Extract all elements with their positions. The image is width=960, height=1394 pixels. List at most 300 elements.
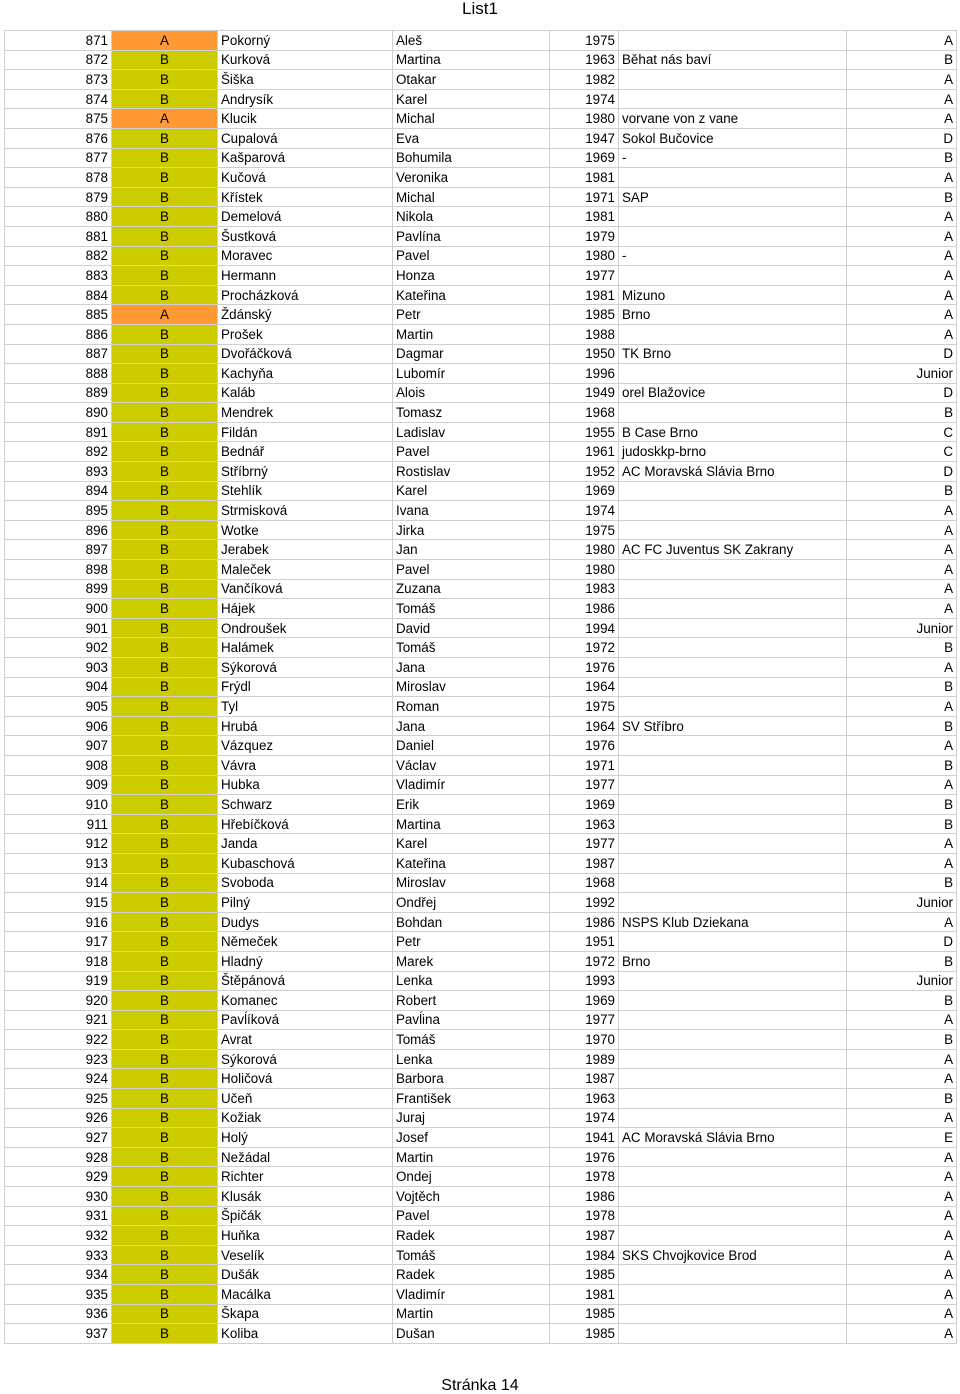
class-cell: A: [847, 658, 957, 678]
category-cell: A: [112, 31, 218, 51]
class-cell: B: [847, 795, 957, 815]
first-name-cell: Juraj: [393, 1108, 550, 1128]
surname-cell: Veselík: [218, 1245, 393, 1265]
table-row: [5, 1265, 957, 1285]
category-cell: B: [112, 716, 218, 736]
birth-year-cell: 1955: [550, 422, 619, 442]
surname-cell: Holý: [218, 1128, 393, 1148]
birth-year-cell: 1971: [550, 755, 619, 775]
table-row: [5, 324, 957, 344]
club-cell: [619, 168, 847, 188]
surname-cell: Pilný: [218, 893, 393, 913]
category-cell: A: [112, 109, 218, 129]
category-cell: B: [112, 1049, 218, 1069]
surname-cell: Kurková: [218, 50, 393, 70]
category-cell: B: [112, 266, 218, 286]
table-row: [5, 736, 957, 756]
first-name-cell: Radek: [393, 1265, 550, 1285]
club-cell: [619, 755, 847, 775]
category-cell: B: [112, 285, 218, 305]
start-number-cell: 877: [5, 148, 112, 168]
category-cell: B: [112, 1010, 218, 1030]
birth-year-cell: 1975: [550, 31, 619, 51]
club-cell: [619, 971, 847, 991]
table-row: [5, 344, 957, 364]
category-cell: B: [112, 638, 218, 658]
category-cell: B: [112, 1167, 218, 1187]
start-number-cell: 881: [5, 226, 112, 246]
club-cell: [619, 795, 847, 815]
start-number-cell: 932: [5, 1226, 112, 1246]
birth-year-cell: 1987: [550, 1069, 619, 1089]
category-cell: B: [112, 834, 218, 854]
start-number-cell: 937: [5, 1324, 112, 1344]
start-number-cell: 911: [5, 814, 112, 834]
category-cell: B: [112, 1226, 218, 1246]
category-cell: B: [112, 579, 218, 599]
category-cell: B: [112, 1108, 218, 1128]
first-name-cell: Zuzana: [393, 579, 550, 599]
club-cell: [619, 403, 847, 423]
surname-cell: Maleček: [218, 560, 393, 580]
table-row: [5, 246, 957, 266]
table-row: [5, 932, 957, 952]
surname-cell: Svoboda: [218, 873, 393, 893]
class-cell: B: [847, 951, 957, 971]
start-number-cell: 894: [5, 481, 112, 501]
first-name-cell: Tomáš: [393, 1245, 550, 1265]
start-number-cell: 895: [5, 501, 112, 521]
first-name-cell: Václav: [393, 755, 550, 775]
surname-cell: Fildán: [218, 422, 393, 442]
birth-year-cell: 1947: [550, 128, 619, 148]
table-row: [5, 364, 957, 384]
club-cell: NSPS Klub Dziekana: [619, 912, 847, 932]
club-cell: SV Stříbro: [619, 716, 847, 736]
first-name-cell: Tomáš: [393, 638, 550, 658]
start-number-cell: 912: [5, 834, 112, 854]
class-cell: Junior: [847, 971, 957, 991]
category-cell: B: [112, 148, 218, 168]
first-name-cell: Pavlína: [393, 226, 550, 246]
first-name-cell: Miroslav: [393, 677, 550, 697]
table-row: [5, 814, 957, 834]
category-cell: B: [112, 873, 218, 893]
birth-year-cell: 1969: [550, 795, 619, 815]
first-name-cell: Radek: [393, 1226, 550, 1246]
category-cell: B: [112, 1324, 218, 1344]
table-row: [5, 1010, 957, 1030]
start-number-cell: 893: [5, 462, 112, 482]
first-name-cell: Vladimír: [393, 775, 550, 795]
class-cell: A: [847, 31, 957, 51]
birth-year-cell: 1988: [550, 324, 619, 344]
surname-cell: Holičová: [218, 1069, 393, 1089]
class-cell: A: [847, 1049, 957, 1069]
first-name-cell: Jana: [393, 658, 550, 678]
category-cell: B: [112, 1265, 218, 1285]
birth-year-cell: 1969: [550, 991, 619, 1011]
table-row: [5, 207, 957, 227]
surname-cell: Učeň: [218, 1089, 393, 1109]
start-number-cell: 905: [5, 697, 112, 717]
class-cell: B: [847, 1030, 957, 1050]
class-cell: D: [847, 383, 957, 403]
club-cell: [619, 1206, 847, 1226]
birth-year-cell: 1972: [550, 951, 619, 971]
table-row: [5, 501, 957, 521]
birth-year-cell: 1986: [550, 912, 619, 932]
surname-cell: Stříbrný: [218, 462, 393, 482]
table-row: [5, 618, 957, 638]
birth-year-cell: 1980: [550, 560, 619, 580]
first-name-cell: David: [393, 618, 550, 638]
table-row: [5, 775, 957, 795]
birth-year-cell: 1996: [550, 364, 619, 384]
first-name-cell: Miroslav: [393, 873, 550, 893]
birth-year-cell: 1980: [550, 540, 619, 560]
first-name-cell: Aleš: [393, 31, 550, 51]
class-cell: E: [847, 1128, 957, 1148]
table-row: [5, 658, 957, 678]
first-name-cell: Kateřina: [393, 285, 550, 305]
surname-cell: Cupalová: [218, 128, 393, 148]
surname-cell: Vávra: [218, 755, 393, 775]
club-cell: Běhat nás baví: [619, 50, 847, 70]
club-cell: [619, 31, 847, 51]
class-cell: A: [847, 501, 957, 521]
category-cell: B: [112, 226, 218, 246]
class-cell: A: [847, 1187, 957, 1207]
birth-year-cell: 1974: [550, 1108, 619, 1128]
table-row: [5, 697, 957, 717]
first-name-cell: Vladimír: [393, 1285, 550, 1305]
class-cell: Junior: [847, 893, 957, 913]
category-cell: B: [112, 951, 218, 971]
class-cell: Junior: [847, 618, 957, 638]
start-number-cell: 930: [5, 1187, 112, 1207]
start-number-cell: 902: [5, 638, 112, 658]
surname-cell: Frýdl: [218, 677, 393, 697]
table-row: [5, 873, 957, 893]
table-row: [5, 168, 957, 188]
table-row: [5, 755, 957, 775]
first-name-cell: Dušan: [393, 1324, 550, 1344]
class-cell: A: [847, 324, 957, 344]
club-cell: [619, 1187, 847, 1207]
start-number-cell: 883: [5, 266, 112, 286]
club-cell: [619, 638, 847, 658]
table-row: [5, 893, 957, 913]
first-name-cell: Roman: [393, 697, 550, 717]
birth-year-cell: 1970: [550, 1030, 619, 1050]
club-cell: [619, 1049, 847, 1069]
category-cell: B: [112, 187, 218, 207]
first-name-cell: Karel: [393, 834, 550, 854]
table-row: [5, 795, 957, 815]
category-cell: B: [112, 1128, 218, 1148]
birth-year-cell: 1971: [550, 187, 619, 207]
birth-year-cell: 1984: [550, 1245, 619, 1265]
class-cell: A: [847, 775, 957, 795]
club-cell: [619, 991, 847, 1011]
club-cell: [619, 70, 847, 90]
first-name-cell: Ivana: [393, 501, 550, 521]
surname-cell: Tyl: [218, 697, 393, 717]
class-cell: C: [847, 442, 957, 462]
birth-year-cell: 1977: [550, 1010, 619, 1030]
club-cell: [619, 599, 847, 619]
birth-year-cell: 1949: [550, 383, 619, 403]
class-cell: A: [847, 1167, 957, 1187]
birth-year-cell: 1985: [550, 1324, 619, 1344]
start-number-cell: 916: [5, 912, 112, 932]
birth-year-cell: 1978: [550, 1167, 619, 1187]
category-cell: B: [112, 893, 218, 913]
birth-year-cell: 1969: [550, 148, 619, 168]
first-name-cell: Petr: [393, 305, 550, 325]
table-row: [5, 1089, 957, 1109]
table-row: [5, 1324, 957, 1344]
surname-cell: Klucik: [218, 109, 393, 129]
category-cell: B: [112, 1187, 218, 1207]
table-row: [5, 1167, 957, 1187]
first-name-cell: Petr: [393, 932, 550, 952]
club-cell: AC FC Juventus SK Zakrany: [619, 540, 847, 560]
first-name-cell: Ondej: [393, 1167, 550, 1187]
first-name-cell: Lenka: [393, 971, 550, 991]
first-name-cell: Ondřej: [393, 893, 550, 913]
table-row: [5, 1128, 957, 1148]
first-name-cell: Pavel: [393, 560, 550, 580]
start-number-cell: 885: [5, 305, 112, 325]
surname-cell: Halámek: [218, 638, 393, 658]
first-name-cell: Tomáš: [393, 1030, 550, 1050]
table-row: [5, 579, 957, 599]
category-cell: B: [112, 991, 218, 1011]
club-cell: TK Brno: [619, 344, 847, 364]
category-cell: B: [112, 1089, 218, 1109]
start-number-cell: 876: [5, 128, 112, 148]
class-cell: A: [847, 1226, 957, 1246]
start-number-cell: 889: [5, 383, 112, 403]
start-number-cell: 926: [5, 1108, 112, 1128]
club-cell: [619, 618, 847, 638]
surname-cell: Hubka: [218, 775, 393, 795]
surname-cell: Škapa: [218, 1304, 393, 1324]
birth-year-cell: 1974: [550, 501, 619, 521]
category-cell: B: [112, 736, 218, 756]
class-cell: B: [847, 403, 957, 423]
birth-year-cell: 1963: [550, 814, 619, 834]
table-row: [5, 226, 957, 246]
birth-year-cell: 1976: [550, 1147, 619, 1167]
birth-year-cell: 1961: [550, 442, 619, 462]
surname-cell: Andrysík: [218, 89, 393, 109]
club-cell: Sokol Bučovice: [619, 128, 847, 148]
birth-year-cell: 1977: [550, 775, 619, 795]
club-cell: [619, 1285, 847, 1305]
start-number-cell: 904: [5, 677, 112, 697]
class-cell: B: [847, 148, 957, 168]
start-number-cell: 917: [5, 932, 112, 952]
category-cell: B: [112, 1206, 218, 1226]
table-row: [5, 1226, 957, 1246]
club-cell: -: [619, 246, 847, 266]
club-cell: B Case Brno: [619, 422, 847, 442]
start-number-cell: 901: [5, 618, 112, 638]
club-cell: AC Moravská Slávia Brno: [619, 462, 847, 482]
table-row: [5, 1069, 957, 1089]
start-number-cell: 928: [5, 1147, 112, 1167]
table-row: [5, 1049, 957, 1069]
class-cell: A: [847, 70, 957, 90]
club-cell: [619, 814, 847, 834]
first-name-cell: Pavel: [393, 246, 550, 266]
birth-year-cell: 1972: [550, 638, 619, 658]
birth-year-cell: 1976: [550, 736, 619, 756]
first-name-cell: Alois: [393, 383, 550, 403]
club-cell: [619, 266, 847, 286]
club-cell: [619, 520, 847, 540]
start-number-cell: 910: [5, 795, 112, 815]
category-cell: B: [112, 128, 218, 148]
surname-cell: Strmisková: [218, 501, 393, 521]
club-cell: [619, 364, 847, 384]
class-cell: A: [847, 1304, 957, 1324]
first-name-cell: Vojtěch: [393, 1187, 550, 1207]
category-cell: B: [112, 795, 218, 815]
category-cell: B: [112, 1147, 218, 1167]
start-number-cell: 914: [5, 873, 112, 893]
birth-year-cell: 1985: [550, 305, 619, 325]
club-cell: [619, 658, 847, 678]
birth-year-cell: 1994: [550, 618, 619, 638]
start-number-cell: 872: [5, 50, 112, 70]
first-name-cell: Nikola: [393, 207, 550, 227]
birth-year-cell: 1963: [550, 50, 619, 70]
first-name-cell: Honza: [393, 266, 550, 286]
category-cell: B: [112, 50, 218, 70]
surname-cell: Sýkorová: [218, 1049, 393, 1069]
class-cell: A: [847, 1069, 957, 1089]
start-number-cell: 903: [5, 658, 112, 678]
first-name-cell: Otakar: [393, 70, 550, 90]
category-cell: A: [112, 305, 218, 325]
birth-year-cell: 1983: [550, 579, 619, 599]
first-name-cell: Pavel: [393, 1206, 550, 1226]
club-cell: [619, 1265, 847, 1285]
start-number-cell: 922: [5, 1030, 112, 1050]
table-row: [5, 520, 957, 540]
start-number-cell: 913: [5, 853, 112, 873]
category-cell: B: [112, 658, 218, 678]
class-cell: D: [847, 462, 957, 482]
club-cell: Mizuno: [619, 285, 847, 305]
club-cell: Brno: [619, 951, 847, 971]
class-cell: A: [847, 1010, 957, 1030]
club-cell: [619, 853, 847, 873]
surname-cell: Dušák: [218, 1265, 393, 1285]
table-row: [5, 148, 957, 168]
class-cell: A: [847, 540, 957, 560]
first-name-cell: Lubomír: [393, 364, 550, 384]
class-cell: A: [847, 207, 957, 227]
start-number-cell: 875: [5, 109, 112, 129]
category-cell: B: [112, 344, 218, 364]
class-cell: B: [847, 481, 957, 501]
category-cell: B: [112, 540, 218, 560]
surname-cell: Ždánský: [218, 305, 393, 325]
class-cell: B: [847, 1089, 957, 1109]
first-name-cell: Karel: [393, 89, 550, 109]
birth-year-cell: 1968: [550, 403, 619, 423]
first-name-cell: Bohumila: [393, 148, 550, 168]
class-cell: A: [847, 1265, 957, 1285]
surname-cell: Kubaschová: [218, 853, 393, 873]
first-name-cell: Michal: [393, 187, 550, 207]
start-number-cell: 906: [5, 716, 112, 736]
first-name-cell: Daniel: [393, 736, 550, 756]
club-cell: orel Blažovice: [619, 383, 847, 403]
first-name-cell: Martin: [393, 1304, 550, 1324]
first-name-cell: Martin: [393, 1147, 550, 1167]
birth-year-cell: 1950: [550, 344, 619, 364]
table-row: [5, 1285, 957, 1305]
surname-cell: Avrat: [218, 1030, 393, 1050]
first-name-cell: Michal: [393, 109, 550, 129]
surname-cell: Nežádal: [218, 1147, 393, 1167]
birth-year-cell: 1985: [550, 1265, 619, 1285]
surname-cell: Pokorný: [218, 31, 393, 51]
club-cell: [619, 893, 847, 913]
surname-cell: Hermann: [218, 266, 393, 286]
class-cell: B: [847, 50, 957, 70]
category-cell: B: [112, 246, 218, 266]
start-number-cell: 908: [5, 755, 112, 775]
club-cell: -: [619, 148, 847, 168]
first-name-cell: Martin: [393, 324, 550, 344]
start-number-cell: 878: [5, 168, 112, 188]
surname-cell: Koliba: [218, 1324, 393, 1344]
club-cell: [619, 324, 847, 344]
club-cell: vorvane von z vane: [619, 109, 847, 129]
first-name-cell: Erik: [393, 795, 550, 815]
table-row: [5, 853, 957, 873]
class-cell: Junior: [847, 364, 957, 384]
category-cell: B: [112, 422, 218, 442]
table-row: [5, 1108, 957, 1128]
category-cell: B: [112, 971, 218, 991]
class-cell: A: [847, 246, 957, 266]
class-cell: A: [847, 285, 957, 305]
club-cell: judoskkp-brno: [619, 442, 847, 462]
surname-cell: Hrubá: [218, 716, 393, 736]
category-cell: B: [112, 168, 218, 188]
table-row: [5, 31, 957, 51]
category-cell: B: [112, 755, 218, 775]
start-number-cell: 874: [5, 89, 112, 109]
start-number-cell: 909: [5, 775, 112, 795]
class-cell: A: [847, 226, 957, 246]
start-number-cell: 899: [5, 579, 112, 599]
first-name-cell: Robert: [393, 991, 550, 1011]
surname-cell: Šustková: [218, 226, 393, 246]
class-cell: A: [847, 520, 957, 540]
class-cell: B: [847, 187, 957, 207]
birth-year-cell: 1981: [550, 168, 619, 188]
club-cell: [619, 873, 847, 893]
